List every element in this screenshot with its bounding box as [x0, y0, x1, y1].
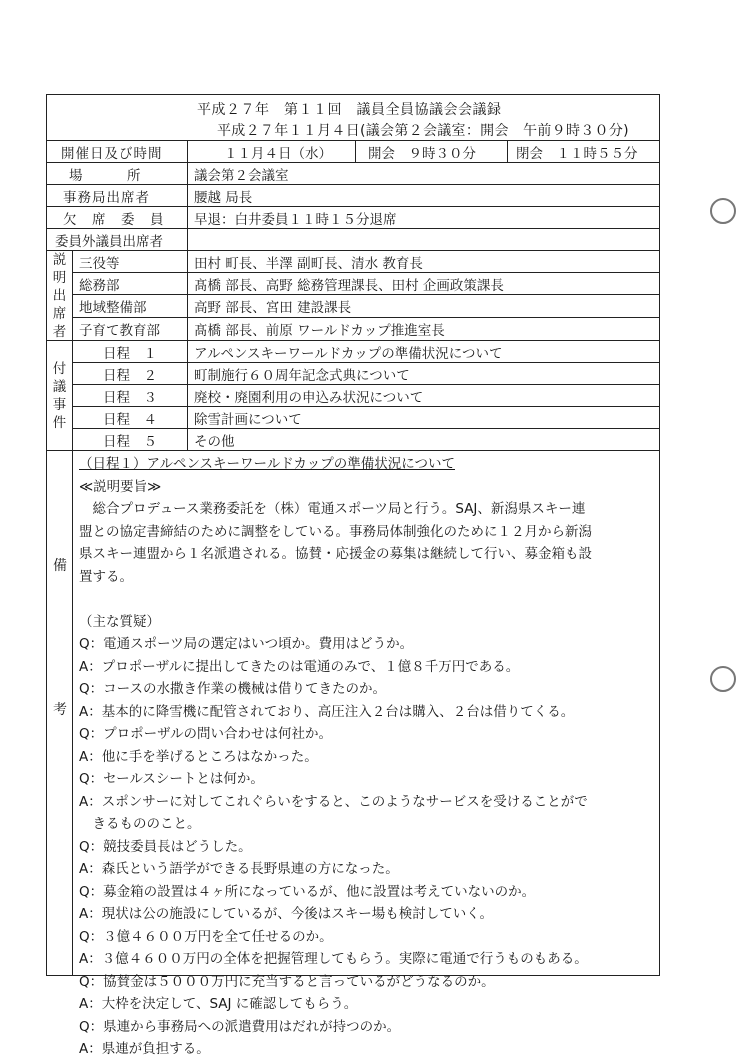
agenda-number: 日程 ４: [103, 411, 157, 428]
binder-hole-bottom: [710, 666, 736, 692]
notes-line: A：大枠を決定して、SAJ に確認してもらう。: [79, 996, 358, 1012]
notes-heading: （日程１）アルペンスキーワールドカップの準備状況について: [79, 456, 455, 472]
notes-line: 総合プロデュース業務委託を（株）電通スポーツ局と行う。SAJ、新潟県スキー連: [79, 501, 586, 517]
notes-line: Q：競技委員長はどうした。: [79, 838, 252, 855]
notes-line: Q：３億４６００万円を全て任せるのか。: [79, 928, 333, 945]
explainer-row: [73, 318, 659, 341]
minutes-sheet: [46, 94, 660, 1057]
notes-line: Q：コースの水撒き作業の機械は借りてきたのか。: [79, 681, 386, 697]
agenda-title: 廃校・廃園利用の申込み状況について: [187, 385, 659, 406]
open-time: 開会 ９時３０分: [355, 141, 507, 162]
place-label: 場 所: [69, 167, 142, 184]
explainer-dept: 総務部: [79, 277, 120, 294]
agenda-item: [73, 407, 659, 429]
agenda-number: 日程 １: [103, 345, 157, 362]
notes-line: A：森氏という語学ができる長野県連の方になった。: [79, 861, 399, 877]
agenda-title: アルペンスキーワールドカップの準備状況について: [187, 341, 659, 362]
date-value: １１月４日（水）: [187, 141, 355, 162]
row-place: [47, 163, 659, 185]
explainer-dept: 子育て教育部: [79, 323, 160, 339]
agenda-number: 日程 ５: [103, 433, 157, 450]
date-label: 開催日及び時間: [61, 145, 163, 162]
agenda-number: 日程 ３: [103, 389, 157, 406]
place-value: 議会第２会議室: [187, 163, 659, 184]
explainer-people: 髙橋 部長、前原 ワールドカップ推進室長: [187, 318, 659, 340]
row-absent: [47, 207, 659, 229]
notes-line: 盟との協定書締結のために調整をしている。事務局体制強化のために１２月から新潟: [79, 523, 592, 540]
explainer-row: [73, 251, 659, 273]
notes-line: A：基本的に降雪機に配管されており、高圧注入２台は購入、２台は借りてくる。: [79, 703, 575, 720]
notes-section: [47, 451, 659, 1057]
agenda-side-label: 付 議 事 件: [47, 341, 73, 451]
agenda-item: [73, 385, 659, 407]
notes-line: 置する。: [79, 568, 133, 585]
explainers-side-label: 説 明 出 席 者: [47, 251, 73, 341]
notes-line: A：スポンサーに対してこれぐらいをすると、このようなサービスを受けることがで: [79, 793, 588, 810]
notes-line: Q：セールスシートとは何か。: [79, 771, 264, 787]
document-subtitle: 平成２７年１１月４日(議会第２会議室：開会 午前９時３０分): [217, 123, 629, 139]
notes-side-label: [47, 451, 73, 975]
notes-line: A：３億４６００万円の全体を把握管理してもらう。実際に電通で行うものもある。: [79, 951, 588, 967]
notes-line: A：県連が負担する。: [79, 1041, 210, 1057]
notes-body: [79, 453, 653, 1061]
outside-value: [187, 229, 659, 250]
explainer-people: 高野 部長、宮田 建設課長: [187, 295, 659, 317]
binder-hole-top: [710, 198, 736, 224]
explainer-row: [73, 273, 659, 295]
row-office: [47, 185, 659, 207]
agenda-item: [73, 341, 659, 363]
agenda-title: 除雪計画について: [187, 407, 659, 428]
notes-line: [79, 588, 653, 611]
notes-line: Q：募金箱の設置は４ヶ所になっているが、他に設置は考えていないのか。: [79, 883, 536, 900]
notes-line: Q：県連から事務局への派遣費用はだれが持つのか。: [79, 1018, 401, 1035]
agenda-title: その他: [187, 429, 659, 450]
notes-line: きるもののこと。: [79, 816, 201, 832]
agenda-number: 日程 ２: [103, 367, 157, 384]
explainer-dept: 地域整備部: [79, 300, 147, 316]
close-time: 閉会 １１時５５分: [507, 141, 659, 162]
notes-line: Q：プロポーザルの問い合わせは何社か。: [79, 726, 332, 742]
notes-line: Q：電通スポーツ局の選定はいつ頃か。費用はどうか。: [79, 636, 414, 652]
notes-line: A：プロポーザルに提出してきたのは電通のみで、１億８千万円である。: [79, 658, 520, 675]
explainer-people: 髙橋 部長、高野 総務管理課長、田村 企画政策課長: [187, 273, 659, 294]
document-header: [47, 95, 659, 141]
explainer-people: 田村 町長、半澤 副町長、清水 教育長: [187, 251, 659, 272]
agenda-item: [73, 429, 659, 451]
row-date: [47, 141, 659, 163]
absent-value: 早退：白井委員１１時１５分退席: [187, 207, 659, 228]
office-label: 事務局出席者: [63, 189, 150, 206]
notes-line: Q：協賛金は５０００万円に充当すると言っているがどうなるのか。: [79, 973, 495, 990]
notes-line: （主な質疑）: [79, 613, 160, 630]
notes-line: A：現状は公の施設にしているが、今後はスキー場も検討していく。: [79, 906, 493, 922]
document-title: 平成２７年 第１１回 議員全員協議会会議録: [197, 102, 502, 118]
notes-line: A：他に手を挙げるところはなかった。: [79, 748, 318, 765]
agenda-item: [73, 363, 659, 385]
agenda-title: 町制施行６０周年記念式典について: [187, 363, 659, 384]
row-outside: [47, 229, 659, 251]
absent-label: 欠 席 委 員: [63, 211, 165, 228]
outside-label: 委員外議員出席者: [55, 233, 163, 250]
office-value: 腰越 局長: [187, 185, 659, 206]
explainer-row: [73, 295, 659, 318]
notes-side-bottom: 考: [53, 702, 67, 718]
notes-line: ≪説明要旨≫: [79, 478, 162, 495]
notes-line: 県スキー連盟から１名派遣される。協賛・応援金の募集は継続して行い、募金箱も設: [79, 546, 592, 562]
notes-side-top: 備: [53, 558, 67, 574]
explainer-dept: 三役等: [79, 255, 120, 272]
